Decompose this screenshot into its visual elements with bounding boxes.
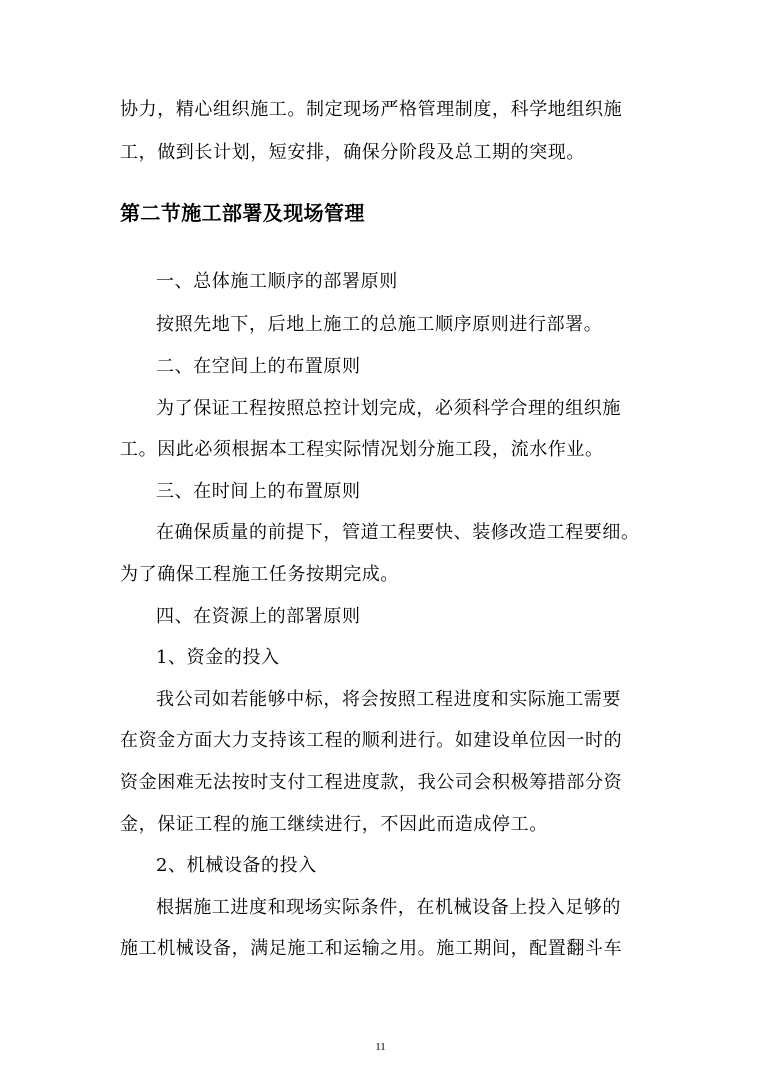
subheading: 一、总体施工顺序的部署原则: [156, 271, 398, 292]
paragraph-line: 在资金方面大力支持该工程的顺利进行。如建设单位因一时的: [120, 730, 623, 751]
paragraph-line: 工，做到长计划，短安排，确保分阶段及总工期的突现。: [120, 142, 585, 163]
subheading: 1、资金的投入: [156, 647, 280, 668]
section-title: 第二节施工部署及现场管理: [120, 201, 365, 225]
paragraph-line: 金，保证工程的施工继续进行，不因此而造成停工。: [120, 814, 548, 835]
paragraph-line: 在确保质量的前提下，管道工程要快、装修改造工程要细。: [156, 522, 640, 543]
paragraph-line: 为了确保工程施工任务按期完成。: [120, 564, 399, 585]
paragraph-line: 协力，精心组织施工。制定现场严格管理制度，科学地组织施: [120, 99, 623, 120]
paragraph-line: 为了保证工程按照总控计划完成，必须科学合理的组织施: [156, 398, 621, 419]
page-number: 11: [375, 1041, 386, 1053]
paragraph-line: 根据施工进度和现场实际条件，在机械设备上投入足够的: [156, 897, 621, 918]
subheading: 2、机械设备的投入: [156, 855, 317, 876]
paragraph-line: 按照先地下，后地上施工的总施工顺序原则进行部署。: [156, 314, 603, 335]
paragraph-line: 资金困难无法按时支付工程进度款，我公司会积极筹措部分资: [120, 772, 623, 793]
subheading: 二、在空间上的布置原则: [156, 356, 361, 377]
paragraph-line: 我公司如若能够中标，将会按照工程进度和实际施工需要: [156, 689, 621, 710]
subheading: 三、在时间上的布置原则: [156, 481, 361, 502]
subheading: 四、在资源上的部署原则: [156, 606, 361, 627]
paragraph-line: 施工机械设备，满足施工和运输之用。施工期间，配置翻斗车: [120, 938, 623, 959]
paragraph-line: 工。因此必须根据本工程实际情况划分施工段，流水作业。: [120, 439, 604, 460]
